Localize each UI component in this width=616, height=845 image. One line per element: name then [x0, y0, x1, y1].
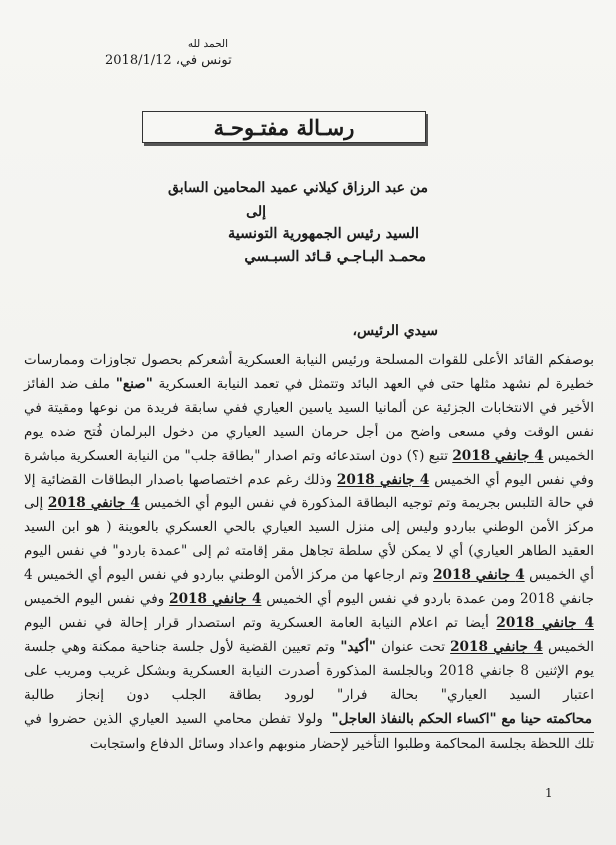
body-segment: تتبع (؟) دون استدعائه وتم اصدار "بطاقة جلب" من النيابة العسكرية مباشرة وفي نفس اليوم أي الخميس	[24, 447, 594, 488]
letter-body	[24, 349, 594, 756]
body-segment: وتم ارجاعها من مركز الأمن الوطني بباردو في نفس اليوم أي الخميس 4 جانفي 2018 ومن عمدة باردو في نفس اليوم أي الخميس	[24, 567, 594, 608]
date-highlight: 4 جانفي 2018	[433, 567, 525, 584]
date-highlight: 4 جانفي 2018	[47, 495, 140, 512]
page-mark: 1	[545, 786, 553, 800]
body-segment: وتم تعيين القضية لأول جلسة جناحية ممكنة وهي جلسة يوم الإثنين 8 جانفي 2018 وبالجلسة المذكورة أصدرت النيابة العسكرية وبشكل غريب ومريب على اعتبار السيد العياري" بحالة فرار" لورود بطاقة الجلب دون إنجاز طالبة	[24, 638, 594, 703]
body-segment: تحت عنوان	[375, 638, 451, 655]
body-segment: ملف ضد الفائز الأخير في الانتخابات الجزئية عن ألمانيا السيد ياسين العياري ففي سابقة فريدة من نوعها ومقيتة في نفس الوقت وفي مسعى واضح من أجل حرمان السيد العياري من دخول البرلمان فُتح ضده يوم الخميس	[24, 375, 594, 464]
date-highlight: 4 جانفي 2018	[169, 591, 262, 608]
recipient-title: السيد رئيس الجمهورية التونسية	[227, 225, 419, 242]
emphasis-hukm: محاكمته حينا مع "اكساء الحكم بالنفاذ العاجل"	[330, 708, 594, 733]
body-segment: بوصفكم القائد الأعلى للقوات المسلحة ورئيس النيابة العسكرية أشعركم بحصول تجاوزات وممارسات خطيرة لم نشهد مثلها حتى في العهد البائد وتتمثل في تعمد النيابة العسكرية	[24, 352, 594, 392]
date-highlight: 4 جانفي 2018	[336, 471, 430, 488]
letter-date: تونس في، 2018/1/12	[105, 53, 232, 68]
sender-line: من عبد الرزاق كيلاني عميد المحامين السابق	[168, 180, 428, 196]
salutation: سيدي الرئيس،	[352, 323, 438, 339]
body-segment: أيضا تم اعلام النيابة العامة العسكرية وتم استصدار قرار إحالة في نفس اليوم الخميس	[24, 614, 594, 655]
date-highlight: 4 جانفي 2018	[496, 614, 594, 631]
body-paragraph	[24, 349, 594, 756]
body-segment: وذلك رغم عدم اختصاصها باصدار البطاقات القضائية إلا في حالة التلبس بجريمة وتم توجيه البطاقة المذكورة في نفس اليوم أي الخميس	[24, 471, 594, 512]
hamd-line: الحمد لله	[187, 38, 228, 50]
date-highlight: 4 جانفي 2018	[450, 638, 543, 655]
emphasis-snaa: "صنع"	[115, 375, 153, 392]
body-segment: وفي نفس اليوم الخميس	[24, 591, 170, 608]
letter-title: رسـالة مفتـوحـة	[213, 114, 355, 140]
body-segment: إلى مركز الأمن الوطني بباردو وليس إلى منزل السيد العياري بالحي العسكري بالعوينة ( هو ابن السيد العقيد الطاهر العياري) أي لا يمكن لأي سلطة تجاهل مقر إقامته ثم إلى "عمدة باردو" في نفس اليوم أي الخميس	[24, 495, 594, 584]
recipient-name: محمـد البـاجـي قـائد السبـسي	[244, 248, 426, 265]
emphasis-akid: "أكيد"	[340, 638, 376, 655]
body-segment: ولولا تفطن محامي السيد العياري الذين حضروا في تلك اللحظة بجلسة المحاكمة وطلبوا التأخير لإحضار منوبهم واعداد وسائل الدفاع واستجابت	[24, 710, 594, 752]
to-line: إلى	[246, 204, 266, 220]
date-highlight: 4 جانفي 2018	[452, 447, 544, 464]
title-box	[142, 111, 426, 143]
